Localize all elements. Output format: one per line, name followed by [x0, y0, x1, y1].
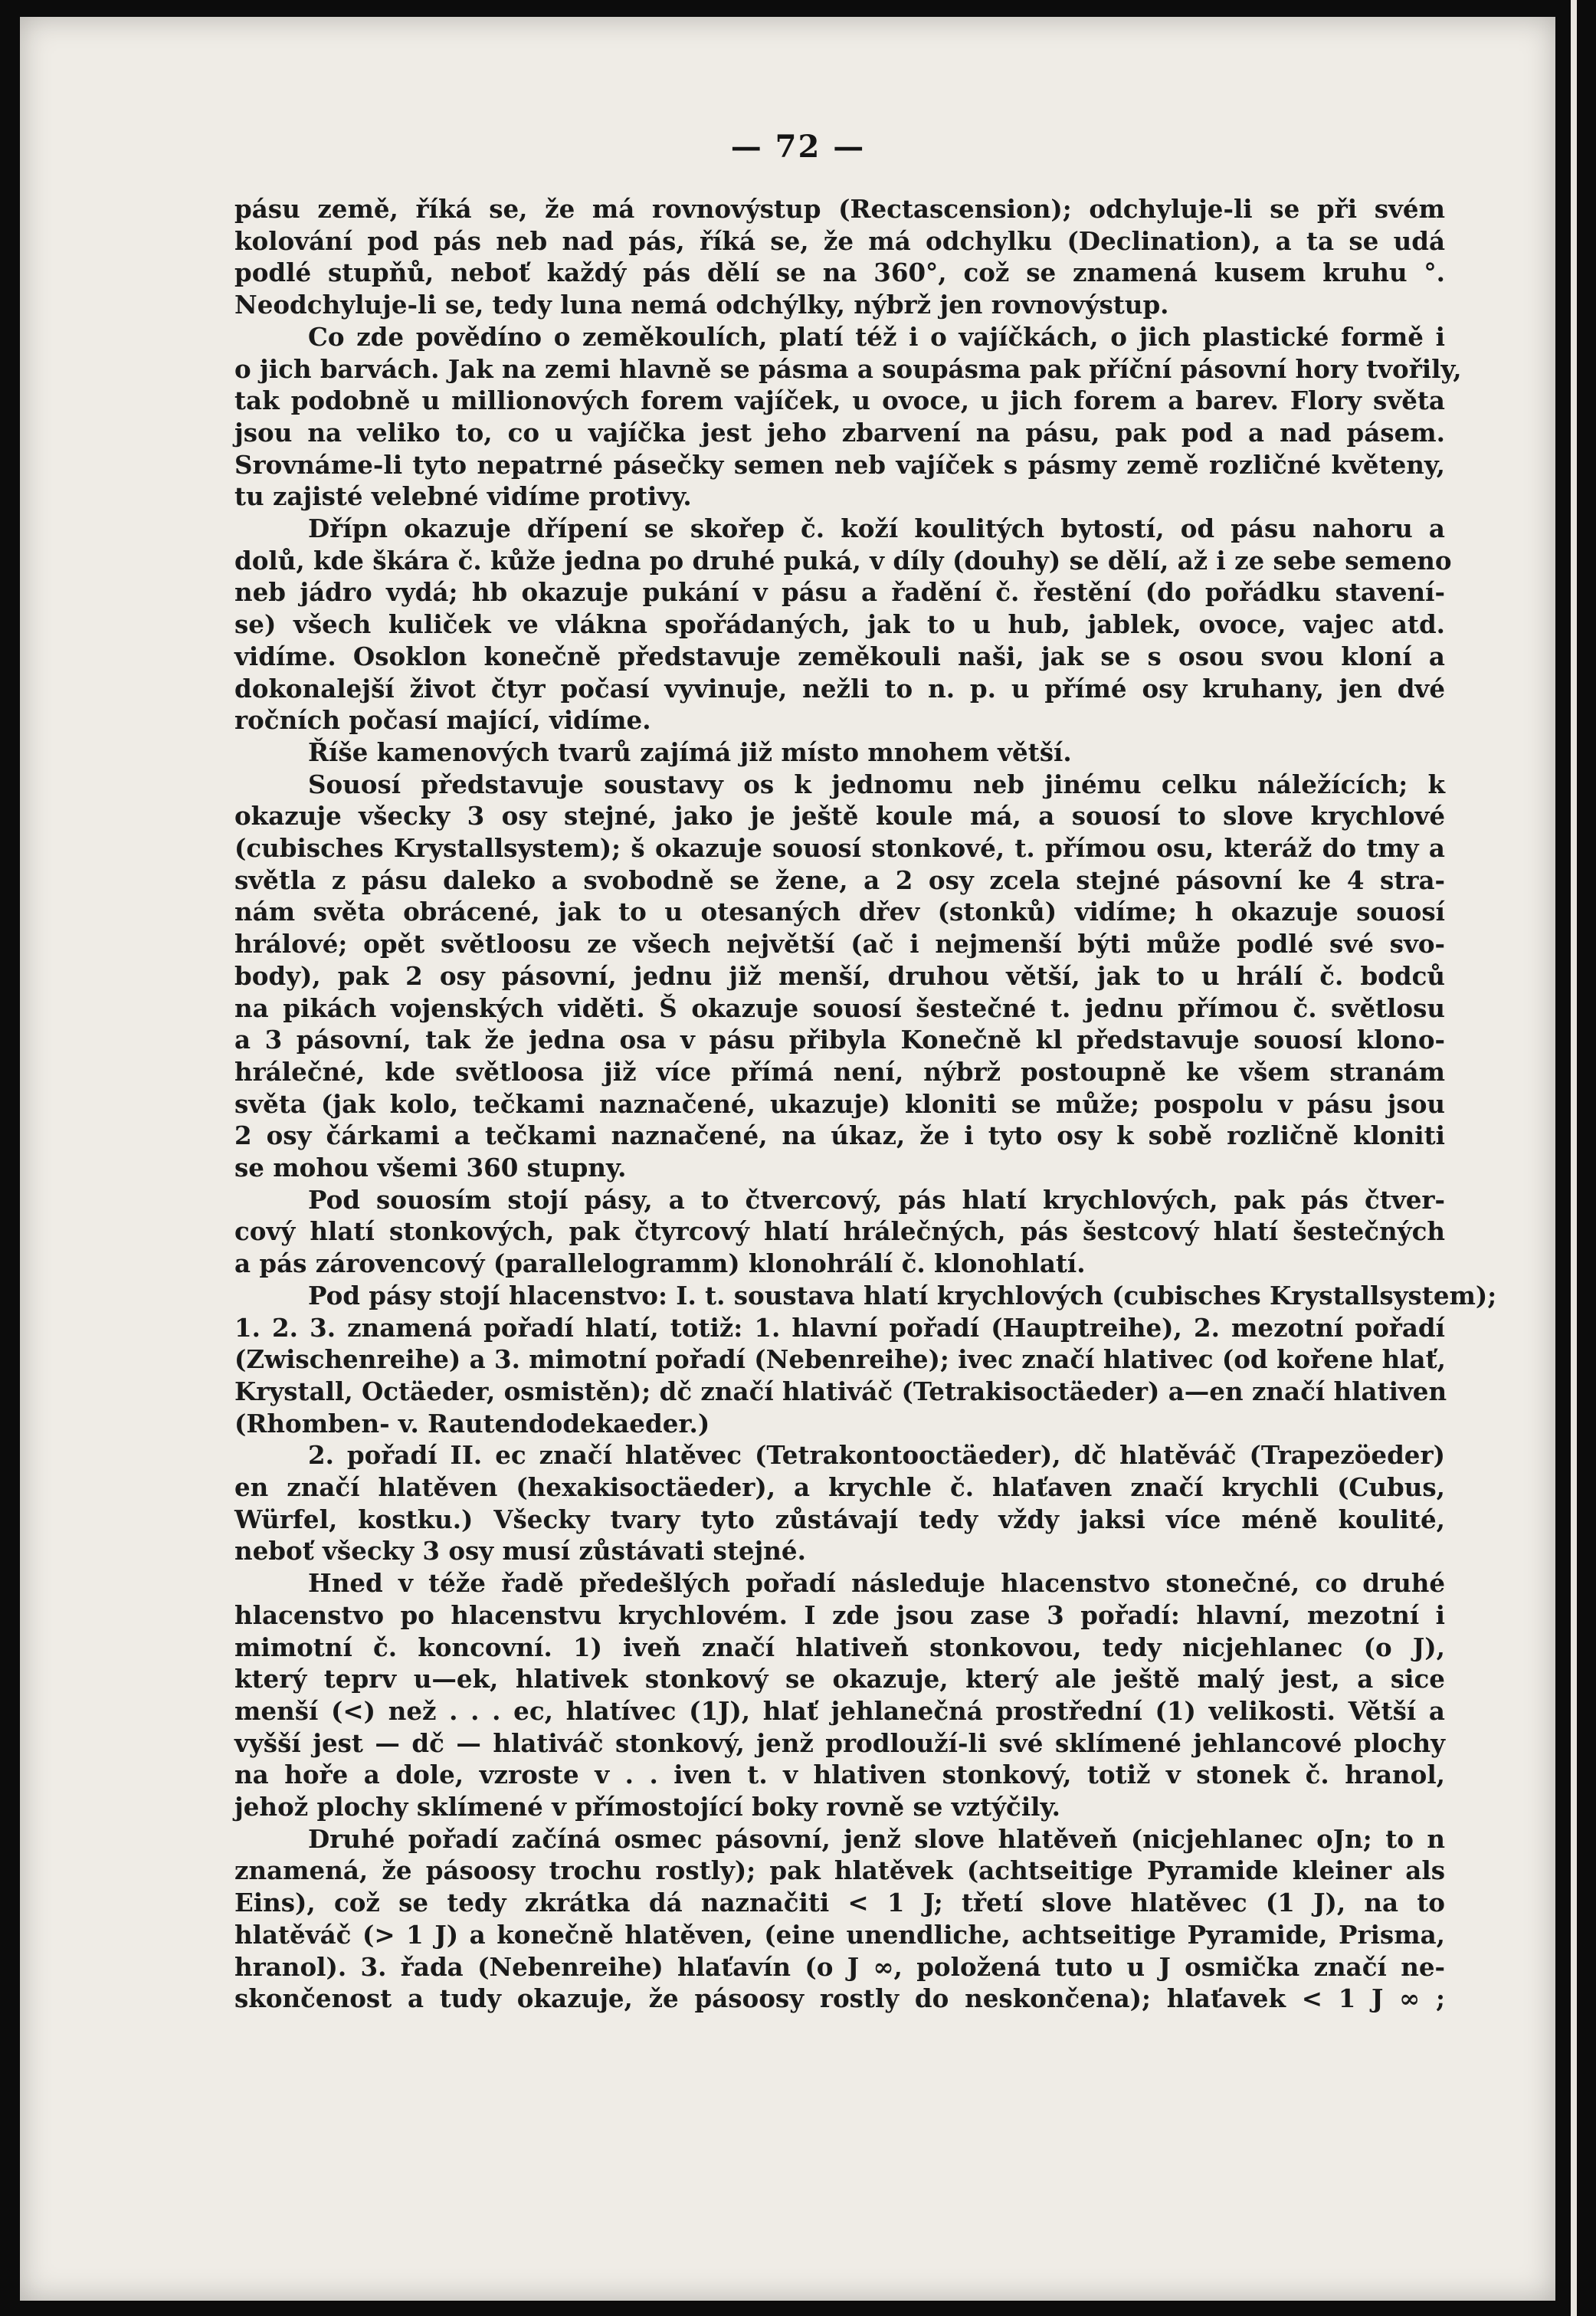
- text-line: o jich barvách. Jak na zemi hlavně se pásma a soupásma pak příční pásovní hory tvořily,: [234, 353, 1462, 384]
- text-line: en značí hlatěven (hexakisoctäeder), a krychle č. hlaťaven značí krychli (Cubus,: [234, 1472, 1445, 1502]
- text-line: na hoře a dole, vzroste v . . iven t. v hlativen stonkový, totiž v stonek č. hranol,: [234, 1760, 1445, 1790]
- text-line: který teprv u—ek, hlativek stonkový se okazuje, který ale ještě malý jest, a sice: [234, 1664, 1445, 1694]
- text-line: cový hlatí stonkových, pak čtyrcový hlatí hrálečných, pás šestcový hlatí šestečných: [234, 1216, 1445, 1247]
- text-line: jehož plochy sklímené v přímostojící boky rovně se vztýčily.: [234, 1792, 1060, 1822]
- text-line: světa (jak kolo, tečkami naznačené, ukazuje) kloniti se může; pospolu v pásu jsou: [234, 1088, 1445, 1119]
- text-line: nám světa obrácené, jak to u otesaných dřev (stonků) vidíme; h okazuje souosí: [234, 897, 1445, 927]
- text-line: (Zwischenreihe) a 3. mimotní pořadí (Nebenreihe); ivec značí hlativec (od kořene hlať,: [234, 1344, 1446, 1375]
- text-line: okazuje všecky 3 osy stejné, jako je ještě koule má, a souosí to slove krychlové: [234, 801, 1445, 832]
- text-line: a pás zárovencový (parallelogramm) klonohrálí č. klonohlatí.: [234, 1248, 1086, 1279]
- text-line: neboť všecky 3 osy musí zůstávati stejné.: [234, 1536, 806, 1566]
- text-line: Souosí představuje soustavy os k jednomu neb jinému celku náležících; k: [308, 769, 1445, 799]
- text-line: světla z pásu daleko a svobodně se žene, a 2 osy zcela stejné pásovní ke 4 stra-: [234, 864, 1445, 895]
- text-line: tu zajisté velebné vidíme protivy.: [234, 481, 692, 512]
- text-line: Druhé pořadí začíná osmec pásovní, jenž slove hlatěveň (nicjehlanec oJn; to n: [308, 1823, 1445, 1854]
- text-line: 2 osy čárkami a tečkami naznačené, na úkaz, že i tyto osy k sobě rozličně kloniti: [234, 1120, 1445, 1151]
- text-line: pásu země, říká se, že má rovnovýstup (Rectascension); odchyluje-li se při svém: [234, 194, 1445, 224]
- text-line: Würfel, kostku.) Všecky tvary tyto zůstávají tedy vždy jaksi více méně koulité,: [234, 1504, 1445, 1534]
- text-line: se mohou všemi 360 stupny.: [234, 1153, 627, 1183]
- text-line: ročních počasí mající, vidíme.: [234, 705, 651, 736]
- page-edge-strip: [1571, 0, 1577, 2316]
- text-line: Srovnáme-li tyto nepatrné pásečky semen neb vajíček s pásmy země rozličné květeny,: [234, 449, 1445, 480]
- text-line: kolování pod pás neb nad pás, říká se, že má odchylku (Declination), a ta se udá: [234, 225, 1445, 256]
- text-line: menší (<) než . . . ec, hlatívec (1J), hlať jehlanečná prostřední (1) velikosti. Větší a: [234, 1695, 1445, 1726]
- text-line: (Rhomben- v. Rautendodekaeder.): [234, 1408, 710, 1438]
- text-line: Neodchyluje-li se, tedy luna nemá odchýlky, nýbrž jen rovnovýstup.: [234, 290, 1169, 320]
- text-line: Pod pásy stojí hlacenstvo: I. t. soustava hlatí krychlových (cubisches Krystallsystem);: [308, 1280, 1497, 1311]
- text-line: hranol). 3. řada (Nebenreihe) hlaťavín (o J ∞, položená tuto u J osmička značí ne-: [234, 1951, 1445, 1982]
- text-line: jsou na veliko to, co u vajíčka jest jeho zbarvení na pásu, pak pod a nad pásem.: [234, 417, 1445, 448]
- text-line: 1. 2. 3. znamená pořadí hlatí, totiž: 1. hlavní pořadí (Hauptreihe), 2. mezotní pořadí: [234, 1312, 1445, 1343]
- text-line: vidíme. Osoklon konečně představuje zeměkouli naši, jak se s osou svou kloní a: [234, 641, 1445, 671]
- text-line: na pikách vojenských viděti. Š okazuje souosí šestečné t. jednu přímou č. světlosu: [234, 992, 1445, 1023]
- text-line: se) všech kuliček ve vlákna spořádaných, jak to u hub, jablek, ovoce, vajec atd.: [234, 609, 1445, 640]
- text-line: 2. pořadí II. ec značí hlatěvec (Tetrakontooctäeder), dč hlatěváč (Trapezöeder): [308, 1440, 1445, 1471]
- text-line: Krystall, Octäeder, osmistěn); dč značí hlativáč (Tetrakisoctäeder) a—en značí hlativen: [234, 1376, 1447, 1406]
- text-line: hlacenstvo po hlacenstvu krychlovém. I zde jsou zase 3 pořadí: hlavní, mezotní i: [234, 1599, 1445, 1630]
- text-line: hlatěváč (> 1 J) a konečně hlatěven, (eine unendliche, achtseitige Pyramide, Prisma,: [234, 1919, 1445, 1950]
- text-line: neb jádro vydá; hb okazuje pukání v pásu a řadění č. řestění (do pořádku stavení-: [234, 577, 1445, 608]
- text-line: a 3 pásovní, tak že jedna osa v pásu přibyla Konečně kl představuje souosí klono-: [234, 1025, 1445, 1055]
- page-number: — 72 —: [730, 129, 866, 165]
- text-line: Eins), což se tedy zkrátka dá naznačiti < 1 J; třetí slove hlatěvec (1 J), na to: [234, 1888, 1445, 1918]
- text-line: hrálové; opět světloosu ze všech největší (ač i nejmenší býti může podlé své svo-: [234, 929, 1445, 960]
- text-line: mimotní č. koncovní. 1) iveň značí hlativeň stonkovou, tedy nicjehlanec (o J),: [234, 1632, 1445, 1662]
- text-line: Hned v téže řadě předešlých pořadí následuje hlacenstvo stonečné, co druhé: [308, 1568, 1445, 1599]
- text-line: podlé stupňů, neboť každý pás dělí se na 360°, což se znamená kusem kruhu °.: [234, 258, 1445, 288]
- text-line: Pod souosím stojí pásy, a to čtvercový, pás hlatí krychlových, pak pás čtver-: [308, 1184, 1445, 1215]
- text-line: Co zde povědíno o zeměkoulích, platí též i o vajíčkách, o jich plastické formě i: [308, 321, 1445, 352]
- text-line: hrálečné, kde světloosa již více přímá není, nýbrž postoupně ke všem stranám: [234, 1056, 1445, 1087]
- text-line: Dřípn okazuje dřípení se skořep č. koží koulitých bytostí, od pásu nahoru a: [308, 513, 1445, 543]
- text-line: Říše kamenových tvarů zajímá již místo mnohem větší.: [308, 736, 1072, 767]
- text-line: (cubisches Krystallsystem); š okazuje souosí stonkové, t. přímou osu, kteráž do tmy a: [234, 833, 1445, 863]
- text-line: body), pak 2 osy pásovní, jednu již menší, druhou větší, jak to u hrálí č. bodců: [234, 960, 1445, 991]
- text-line: skončenost a tudy okazuje, že pásoosy rostly do neskončena); hlaťavek < 1 J ∞ ;: [234, 1983, 1445, 2014]
- text-line: dokonalejší život čtyr počasí vyvinuje, nežli to n. p. u přímé osy kruhany, jen dvé: [234, 673, 1445, 704]
- text-line: vyšší jest — dč — hlativáč stonkový, jenž prodlouží-li své sklímené jehlancové plochy: [234, 1727, 1445, 1758]
- text-line: tak podobně u millionových forem vajíček, u ovoce, u jich forem a barev. Flory světa: [234, 385, 1445, 416]
- text-line: znamená, že pásoosy trochu rostly); pak hlatěvek (achtseitige Pyramide kleiner als: [234, 1855, 1445, 1886]
- text-line: dolů, kde škára č. kůže jedna po druhé puká, v díly (douhy) se dělí, až i ze sebe semeno: [234, 545, 1452, 576]
